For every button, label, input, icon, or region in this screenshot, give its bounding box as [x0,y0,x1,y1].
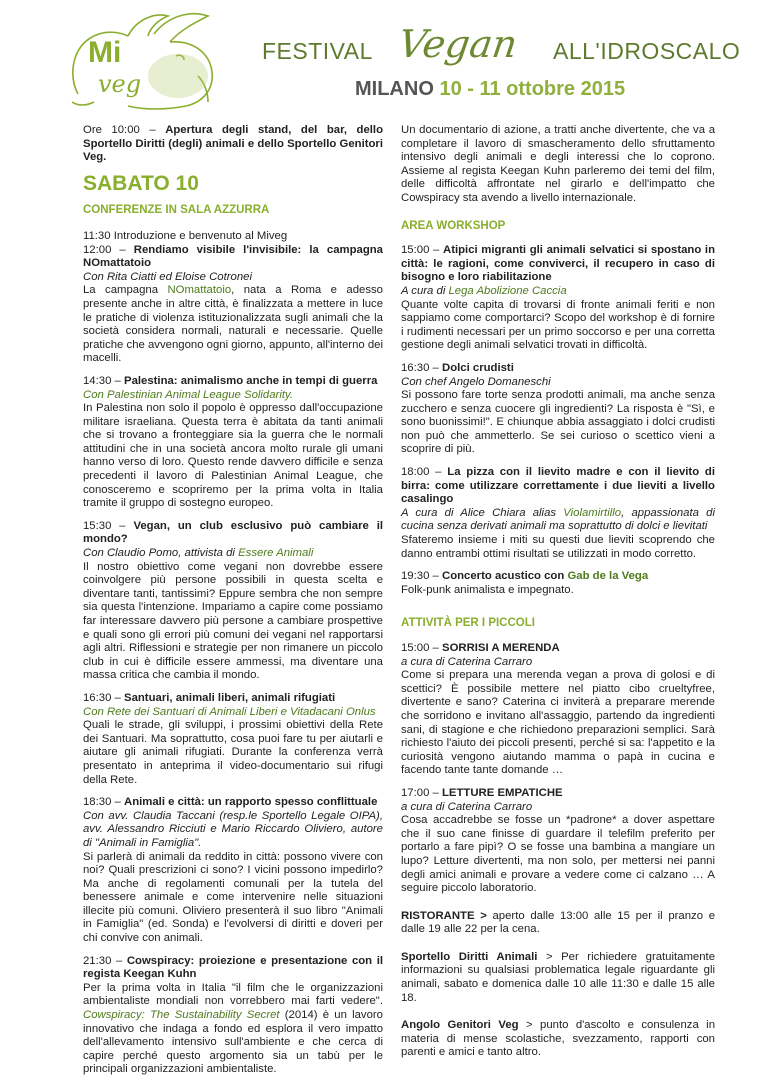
event-title: Vegan, un club esclusivo può cambiare il mondo? [83,519,383,546]
event-item [83,520,383,683]
event-description: Sfateremo insieme i miti su questi due lieviti scoprendo che danno entrambi ottimi risultati se utilizzati in modo corretto. [401,534,715,560]
event-title: Concerto acustico con [442,570,568,583]
kids-item [401,787,715,896]
workshop-item [401,570,715,597]
event-heading [83,375,383,389]
info-label: Sportello Diritti Animali [401,950,538,963]
event-time: 12:00 – [83,243,134,256]
section-title-conferenze: CONFERENZE IN SALA AZZURRA [83,204,270,217]
event-speakers[interactable]: Con Rete dei Santuari di Animali Liberi e Vitadacani Onlus [83,705,376,718]
event-heading [401,466,715,507]
page-header [0,0,768,115]
event-speakers[interactable]: Con Palestinian Animal League Solidarity. [83,388,293,401]
lac-link[interactable]: Lega Abolizione Caccia [448,284,567,297]
event-time: 18:00 – [401,466,448,479]
day-title: SABATO 10 [83,171,199,195]
event-time: 11:30 [83,229,111,242]
kids-item [401,642,715,778]
info-text: > Per richiedere gratuitamente informazioni su qualsiasi problematica legale riguardante gli animali, sabato e domenica dalle 10 alle 11:30 e dalle 15 alle 18. [401,950,715,1004]
event-speakers: A cura di Alice Chiara alias Violamirtillo, appassionata di cucina senza derivati animali ma soprattutto di dolci e lievitati [401,506,715,533]
festival-city: MILANO [355,78,434,100]
right-column [401,124,715,1060]
event-time: 16:30 – [83,691,124,704]
event-speakers: a cura di Caterina Carraro [401,800,533,813]
event-speakers: Con Claudio Pomo, attivista di Essere Animali [83,547,314,560]
event-description: Per la prima volta in Italia "il film che le organizzazioni ambientaliste mondiali non vorrebbero mai farti vedere". Cowspiracy: The Sustainability Secret (2014) è un lavoro innovativo che indaga a fondo ed esplora il vero impatto dell'allevamento intensivo sull'ambiente e che cerca di capire perché questo argomento sia un tabù per le principali organizzazioni ambientaliste. [83,981,383,1076]
info-text: aperto dalle 13:00 alle 15 per il pranzo e dalle 19 alle 22 per la cena. [401,909,716,936]
event-description: Il nostro obiettivo come vegani non dovrebbe essere coinvolgere più persone possibili in questa scelta e diventare tanti, tantissimi? Eppure sembra che non sempre sia questa l'intenzione. Impariamo a capire come possiamo far interessare davvero più persone a cambiare prospettive e quali sono gli errori più comuni dei vegani nel rapportarsi agli altri. Riflessioni e strategie per non rimanere un piccolo club in cui è difficile essere ammessi, ma diventare una massa critica che cambia il mondo. [83,560,383,682]
event-title: Rendiamo visibile l'invisibile: la campagna NOmattatoio [83,243,383,270]
workshop-item [401,244,715,353]
logo-veg-text: veg [98,70,142,98]
event-time: 15:00 – [401,244,443,257]
festival-title [262,22,741,80]
violamirtillo-link[interactable]: Violamirtillo [563,506,622,519]
event-heading [83,244,383,271]
event-description: Quante volte capita di trovarsi di fronte animali feriti e non sappiamo come comportarci? Scopo del workshop è di fornire i rudimenti necessari per un primo soccorso e per una corretta gestione degli animali selvatici trovati in difficoltà. [401,298,715,352]
event-description: Come si prepara una merenda vegan a prova di golosi e di scettici? È possibile mettere nel piatto cibo crueltyfree, divertente e sano? Caterina ci inviterà a preparare merende che sorridono e invitano all'assaggio, partendo da ingredienti sani, di stagione e che richiedono preparazioni semplici. Sarà richiesto l'aiuto dei piccoli presenti, perché si sa: l'appetito e la curiosità vengono aiutando mamma o papà in cucina e facendo tante tante domande … [401,669,715,777]
event-item [83,692,383,787]
event-title: Apertura degli stand, del bar, dello Sportello Diritti (degli) animali e dello Sportello Genitori Veg. [83,124,384,164]
event-speakers: Con Rita Ciatti ed Eloise Cotronei [83,270,252,283]
event-time: 19:30 – [401,570,442,583]
event-title: Santuari, animali liberi, animali rifugiati [124,691,336,704]
event-item [83,796,383,946]
event-time: 15:00 – [401,642,442,654]
festival-days: 10 - 11 ottobre 2015 [439,78,626,100]
workshop-item [401,362,715,457]
event-heading [401,570,715,584]
workshop-item [401,466,715,561]
left-column [83,124,383,1086]
nomattatoio-link[interactable]: NOmattatoio [167,284,232,297]
event-heading [83,796,383,810]
event-time: 21:30 – [83,954,127,967]
event-title: Cowspiracy: proiezione e presentazione con il regista Keegan Kuhn [83,954,383,981]
festival-title-left: FESTIVAL [262,38,373,64]
info-ristorante [401,910,715,937]
event-title: SORRISI A MERENDA [442,642,560,654]
event-description: Quali le strade, gli sviluppi, i prossimi obiettivi della Rete dei Santuari. Ma soprattutto, cosa puoi fare tu per aiutarli e aiutare gli animali rifugiati. Durante la conferenza verrà presentato in anteprima il video-documentario sui rifugi della Rete. [83,719,383,786]
event-title: LETTURE EMPATICHE [442,786,563,799]
event-description: Folk-punk animalista e impegnato. [401,583,574,596]
event-item [83,230,383,244]
event-heading [83,520,383,547]
event-item [83,375,383,511]
event-title: Animali e città: un rapporto spesso conflittuale [124,796,378,809]
event-heading [83,955,383,982]
event-description: Cosa accadrebbe se fosse un *padrone* a dover aspettare che il suo cane finisse di guardare il telefilm preferito per portarlo a fare pipì? O se fosse una bambina a mangiare un lupo? Letture divertenti, ma non solo, per mettersi nei panni degli amici animali e provare a vedere come ci calzano … A seguire piccolo laboratorio. [401,814,715,895]
event-speakers: a cura di Caterina Carraro [401,655,533,668]
event-time: Ore 10:00 – [83,124,166,136]
info-sportello [401,951,715,1005]
festival-date [355,78,625,101]
event-title: Introduzione e benvenuto al Miveg [113,229,288,242]
event-title: Dolci crudisti [442,361,514,374]
event-description: Si parlerà di animali da reddito in città: possono vivere con noi? Quali prescrizioni ci sono? I vicini possono impedirlo? Ma anche di regolamenti comunali per la tutela del benessere animale e come intervenire nelle situazioni illecite più comuni. Oliviero presenterà il suo libro "Animali in Famiglia" (ed. Sonda) e l'evolversi di diritti e doveri per chi convive con animali. [83,850,383,945]
event-time: 18:30 – [83,796,124,809]
opening-item [83,124,383,165]
event-description: Si possono fare torte senza prodotti animali, ma anche senza zucchero e senza cuocere gli ingredienti? La risposta è "Sì, e sono buonissimi!". E chiunque abbia assaggiato i dolci crudisti non può che ammetterlo. Se sei curioso o scettico vieni a scoprire di più. [401,389,715,456]
festival-title-right: ALL'IDROSCALO [553,38,741,64]
event-title: La pizza con il lievito madre e con il lievito di birra: come utilizzare correttamente i due lieviti a livello casalingo [401,466,715,506]
event-title: Atipici migranti gli animali selvatici si spostano in città: le ragioni, come conviverci, il recupero in caso di bisogno e loro riabilitazione [401,244,715,284]
event-time: 17:00 – [401,786,442,799]
event-description-continued: Un documentario di azione, a tratti anche divertente, che va a completare il lavoro di smascheramento dello sfruttamento intensivo degli animali e degli interessi che lo coprono. Assieme al regista Keegan Kuhn parleremo dei temi del film, delle difficoltà affrontate nel girarlo e dell'impatto che Cowspiracy sta avendo a livello internazionale. [401,124,715,204]
info-genitori [401,1019,715,1060]
section-title-kids: ATTIVITÀ PER I PICCOLI [401,617,535,630]
event-heading [401,244,715,285]
event-item [83,955,383,1077]
section-title-workshop: AREA WORKSHOP [401,219,506,232]
gab-de-la-vega-link[interactable]: Gab de la Vega [567,570,649,583]
event-heading [401,787,715,801]
info-text: > punto d'ascolto e consulenza in materia di mense scolastiche, svezzamento, rapporti con parenti e amici e tanto altro. [401,1019,715,1059]
event-time: 14:30 – [83,374,124,387]
essere-animali-link[interactable]: Essere Animali [238,547,314,560]
event-description: In Palestina non solo il popolo è oppresso dall'occupazione militare israeliana. Questa terra è abitata da tanti animali che si trovano a fronteggiare sia la guerra che le normali attitudini che in una società ancora molto rurale gli umani hanno verso di loro. Questo rende davvero difficile e senza precedenti il lavoro di Palestinian Animal League, che conosceremo e scopriremo per la prima volta in Italia tramite il gruppo di sostegno europeo. [83,402,383,510]
event-heading [401,642,715,656]
event-item [83,244,383,366]
info-label: Angolo Genitori Veg [401,1019,519,1032]
event-time: 15:30 – [83,519,134,532]
miveg-logo [58,6,228,114]
info-label: RISTORANTE > [401,909,487,922]
event-description: La campagna NOmattatoio, nata a Roma e adesso presente anche in altre città, è finalizzata a mettere in luce le pratiche di violenza istituzionalizzata sugli animali che la società considera normali, naturali e necessarie. Quelle pratiche che avvengono ogni giorno, appunto, all'interno dei macelli. [83,284,383,365]
event-heading [83,692,383,706]
event-heading [401,362,715,376]
event-time: 16:30 – [401,361,442,374]
event-title: Palestina: animalismo anche in tempi di guerra [124,374,378,387]
event-speakers: Con avv. Claudia Taccani (resp.le Sportello Legale OIPA), avv. Alessandro Ricciuti e Mario Riccardo Oliviero, autore di "Animali in Famiglia". [83,809,383,849]
event-speakers: A cura di Lega Abolizione Caccia [401,284,567,297]
cowspiracy-film-link[interactable]: Cowspiracy: The Sustainability Secret [83,1009,280,1022]
logo-mi-text: Mi [88,36,122,69]
festival-title-vegan: Vegan [395,22,520,66]
event-speakers: Con chef Angelo Domaneschi [401,375,551,388]
